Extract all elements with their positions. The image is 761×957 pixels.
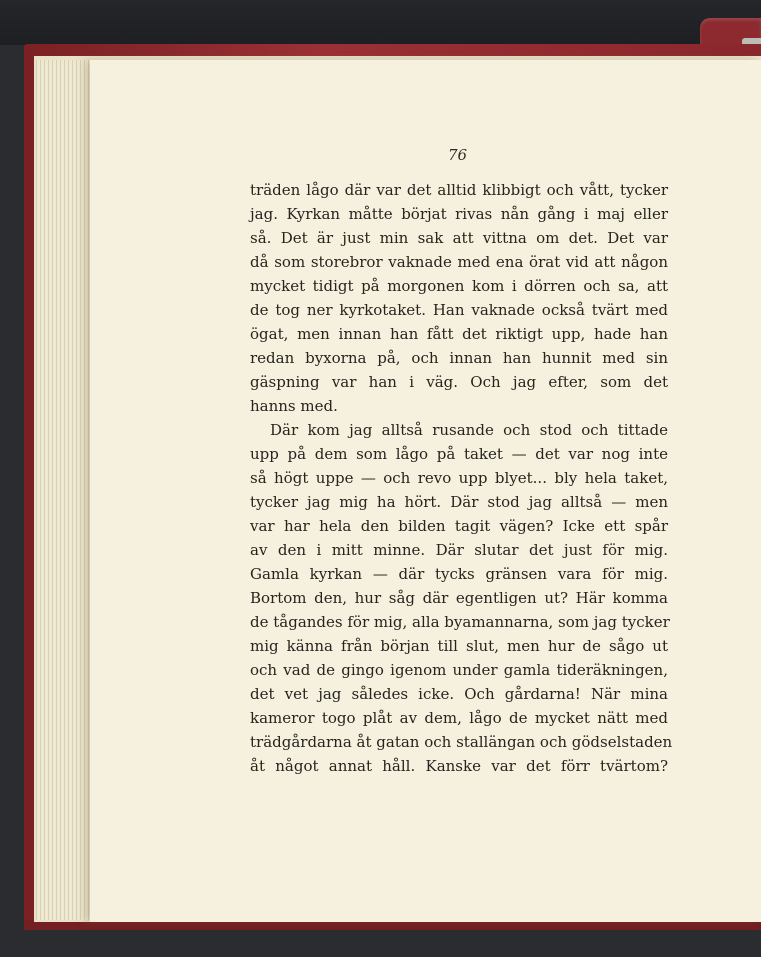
background-top (0, 0, 761, 45)
text-line: Där kom jag alltså rusande och stod och tittade (270, 421, 668, 439)
text-line: kameror togo plåt av dem, lågo de mycket nätt med (250, 709, 668, 727)
body-text (250, 178, 673, 778)
text-line: av den i mitt minne. Där slutar det just för mig. (250, 541, 668, 559)
text-line: Gamla kyrkan — där tycks gränsen vara för mig. (250, 565, 668, 583)
text-line: träden lågo där var det alltid klibbigt och vått, tycker (250, 181, 668, 199)
text-line: upp på dem som lågo på taket — det var nog inte (250, 445, 668, 463)
text-line: de tågandes för mig, alla byamannarna, som jag tycker (250, 613, 670, 631)
text-line: mycket tidigt på morgonen kom i dörren och sa, att (250, 277, 668, 295)
text-line: trädgårdarna åt gatan och stallängan och gödselstaden (250, 733, 673, 751)
text-line: Bortom den, hur såg där egentligen ut? Här komma (250, 589, 668, 607)
text-line: mig känna från början till slut, men hur de sågo ut (250, 637, 668, 655)
text-line: så högt uppe — och revo upp blyet... bly hela taket, (250, 469, 668, 487)
page-edges (36, 60, 96, 920)
text-line: jag. Kyrkan måtte börjat rivas nån gång i maj eller (250, 205, 668, 223)
text-line: var har hela den bilden tagit vägen? Icke ett spår (250, 517, 668, 535)
page-number: 76 (448, 146, 468, 164)
text-line: gäspning var han i väg. Och jag efter, som det (250, 373, 668, 391)
text-line: då som storebror vaknade med ena örat vid att någon (250, 253, 668, 271)
text-line: det vet jag således icke. Och gårdarna! När mina (250, 685, 668, 703)
text-line: tycker jag mig ha hört. Där stod jag alltså — men (250, 493, 668, 511)
text-line: åt något annat håll. Kanske var det förr tvärtom? (250, 757, 668, 775)
text-line: hanns med. (250, 397, 338, 415)
text-line: och vad de gingo igenom under gamla tideräkningen, (250, 661, 668, 679)
text-line: de tog ner kyrkotaket. Han vaknade också tvärt med (250, 301, 668, 319)
text-line: ögat, men innan han fått det riktigt upp, hade han (250, 325, 668, 343)
text-line: så. Det är just min sak att vittna om det. Det var (250, 229, 668, 247)
text-line: redan byxorna på, och innan han hunnit med sin (250, 349, 668, 367)
